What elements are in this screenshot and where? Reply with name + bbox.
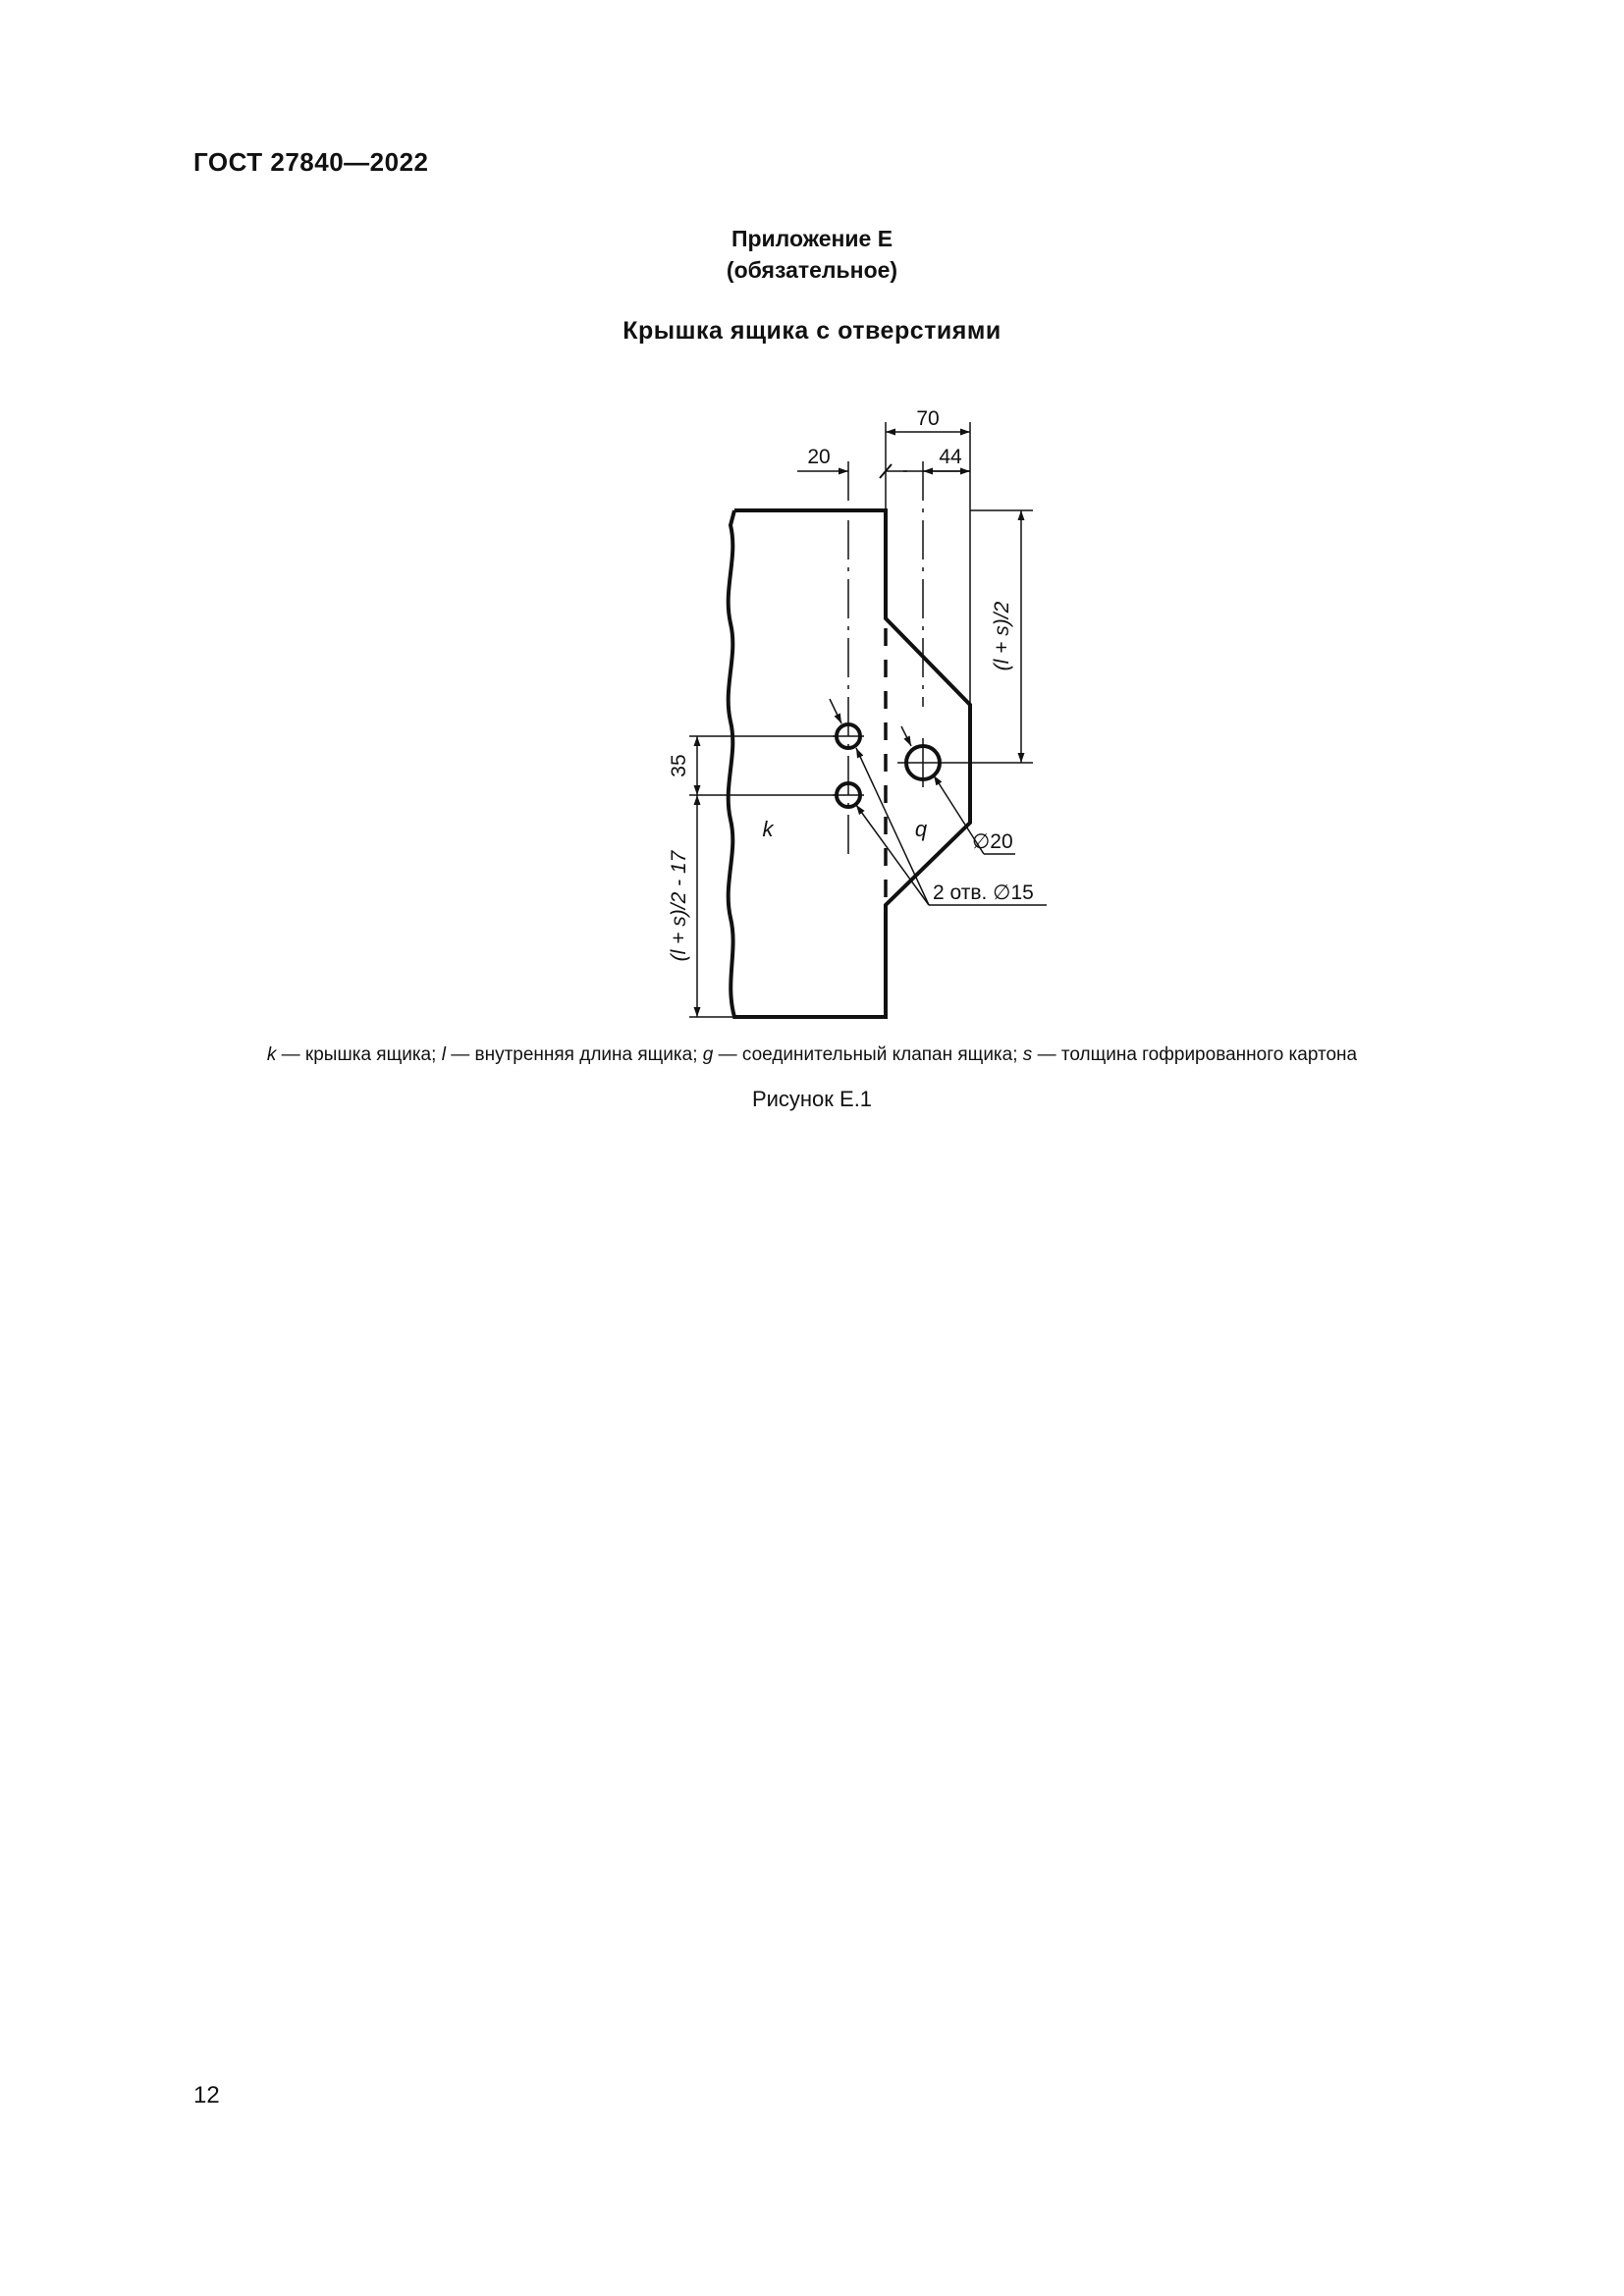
figure-title: Крышка ящика с отверстиями	[623, 317, 1001, 345]
lid-drawing	[0, 0, 1624, 1041]
legend-g-text: — соединительный клапан ящика;	[713, 1044, 1023, 1065]
appendix-status: (обязательное)	[726, 257, 898, 283]
legend-l-text: — внутренняя длина ящика;	[445, 1044, 703, 1065]
legend-s-symbol: s	[1022, 1044, 1033, 1065]
document-standard-id: ГОСТ 27840—2022	[193, 147, 429, 177]
legend-g-symbol: g	[702, 1044, 714, 1065]
dim-35-label: 35	[668, 754, 690, 777]
label-q: q	[914, 817, 928, 841]
appendix-title: Приложение Е	[731, 226, 893, 251]
page-number: 12	[193, 2082, 220, 2109]
legend-l-symbol: l	[441, 1044, 446, 1065]
lid-outline	[729, 510, 970, 1017]
callout-diameter-20: ∅20	[972, 830, 1013, 853]
figure-legend	[0, 1044, 1624, 1066]
callout-holes-15: 2 отв. ∅15	[933, 881, 1034, 904]
legend-s-text: — толщина гофрированного картона	[1032, 1044, 1358, 1065]
legend-k-text: — крышка ящика;	[276, 1044, 442, 1065]
dim-44-label: 44	[939, 446, 962, 468]
dim-20-label: 20	[807, 446, 831, 468]
legend-k-symbol: k	[266, 1044, 277, 1065]
dim-70-label: 70	[916, 407, 940, 430]
dim-half-length-minus-label: (l + s)/2 - 17	[668, 850, 690, 962]
figure-caption: Рисунок Е.1	[751, 1087, 873, 1111]
label-k: k	[762, 817, 774, 841]
dim-half-length-label: (l + s)/2	[991, 601, 1013, 671]
